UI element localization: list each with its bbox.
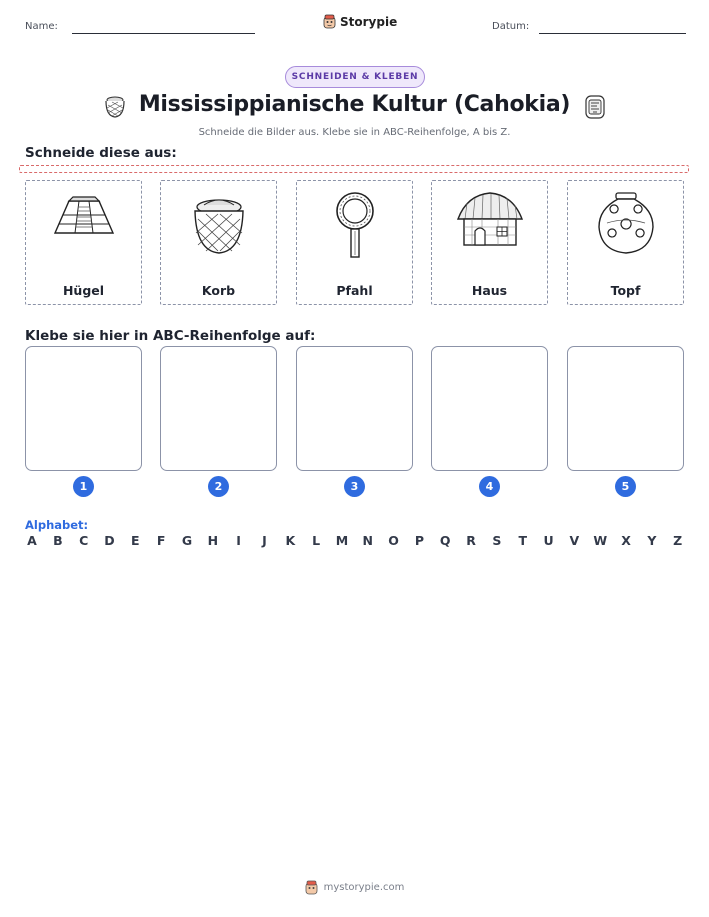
cut-card[interactable] xyxy=(160,180,277,305)
page-title: Mississippianische Kultur (Cahokia) xyxy=(138,92,571,117)
cut-line xyxy=(19,165,689,173)
alphabet-letter: Y xyxy=(647,533,657,548)
slot-number: 1 xyxy=(73,476,94,497)
footer-url[interactable]: mystorypie.com xyxy=(323,882,405,893)
tablet-decor-icon xyxy=(583,94,607,120)
paste-box[interactable] xyxy=(296,346,413,471)
alphabet-letter: B xyxy=(53,533,63,548)
date-line[interactable] xyxy=(539,33,686,34)
alphabet-letter: A xyxy=(27,533,37,548)
alphabet-letter: L xyxy=(312,533,321,548)
alphabet-letter: T xyxy=(518,533,527,548)
pot-icon xyxy=(591,189,661,259)
alphabet-letter: S xyxy=(492,533,502,548)
mound-icon xyxy=(49,189,119,249)
alphabet-letter: M xyxy=(335,533,349,548)
alphabet-letter: U xyxy=(543,533,554,548)
alphabet-letter: Z xyxy=(673,533,683,548)
paste-box[interactable] xyxy=(567,346,684,471)
storypie-mascot-icon xyxy=(323,14,336,29)
slot-number: 5 xyxy=(615,476,636,497)
brand-name: Storypie xyxy=(340,14,398,29)
house-icon xyxy=(455,189,525,251)
cut-card-label: Hügel xyxy=(62,283,105,298)
basket-icon xyxy=(184,189,254,259)
storypie-mascot-icon xyxy=(305,880,318,895)
alphabet-letter: V xyxy=(569,533,580,548)
paste-box[interactable] xyxy=(25,346,142,471)
alphabet-letter: K xyxy=(285,533,296,548)
alphabet-letter: R xyxy=(466,533,476,548)
brand-logo xyxy=(323,14,397,29)
cut-card-label: Korb xyxy=(201,283,236,298)
name-line[interactable] xyxy=(72,33,255,34)
alphabet-letter: W xyxy=(593,533,608,548)
cut-card[interactable] xyxy=(25,180,142,305)
alphabet-letter: F xyxy=(156,533,166,548)
alphabet-heading: Alphabet: xyxy=(25,518,89,532)
alphabet-letter: G xyxy=(181,533,193,548)
slot-number: 2 xyxy=(208,476,229,497)
cut-card[interactable] xyxy=(567,180,684,305)
cut-card[interactable] xyxy=(431,180,548,305)
cut-card[interactable] xyxy=(296,180,413,305)
slot-number: 4 xyxy=(479,476,500,497)
date-label: Datum: xyxy=(492,21,530,32)
activity-badge: SCHNEIDEN & KLEBEN xyxy=(285,66,425,88)
cut-card-label: Haus xyxy=(471,283,508,298)
alphabet-row xyxy=(25,533,685,548)
paste-box[interactable] xyxy=(431,346,548,471)
paste-box[interactable] xyxy=(160,346,277,471)
alphabet-letter: P xyxy=(414,533,424,548)
cut-section-heading: Schneide diese aus: xyxy=(25,145,177,161)
post-icon xyxy=(320,189,390,261)
alphabet-letter: Q xyxy=(439,533,451,548)
alphabet-letter: C xyxy=(79,533,89,548)
alphabet-letter: E xyxy=(131,533,140,548)
cut-card-label: Pfahl xyxy=(336,283,373,298)
cut-card-label: Topf xyxy=(610,283,641,298)
name-label: Name: xyxy=(25,21,58,32)
alphabet-letter: N xyxy=(362,533,373,548)
instructions: Schneide die Bilder aus. Klebe sie in ABC-Reihenfolge, A bis Z. xyxy=(198,127,511,138)
alphabet-letter: H xyxy=(207,533,219,548)
alphabet-letter: J xyxy=(262,533,267,548)
alphabet-letter: O xyxy=(388,533,399,548)
alphabet-letter: I xyxy=(236,533,241,548)
footer xyxy=(0,880,709,895)
alphabet-letter: X xyxy=(621,533,631,548)
alphabet-letter: D xyxy=(104,533,115,548)
paste-section-heading: Klebe sie hier in ABC-Reihenfolge auf: xyxy=(25,328,316,344)
slot-number: 3 xyxy=(344,476,365,497)
